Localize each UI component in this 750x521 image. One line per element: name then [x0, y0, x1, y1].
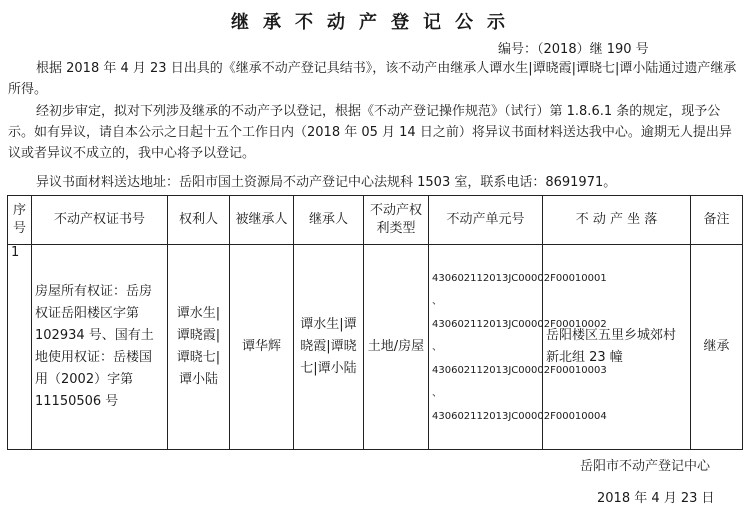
table-row — [8, 245, 743, 450]
header-heir: 继承人 — [294, 196, 364, 245]
issuing-organization: 岳阳市不动产登记中心 — [580, 459, 711, 474]
paragraph-text: 异议书面材料送达地址：岳阳市国土资源局不动产登记中心法规科 1503 室，联系电话：8691971。 — [36, 175, 617, 190]
paragraph-text: 经初步审定，拟对下列涉及继承的不动产予以登记，根据《不动产登记操作规范》（试行）第 1.8.6.1 条的规定，现予公示。如有异议，请自本公示之日起十五个工作日内（2018 年 05 月 14 日之前）将异议书面材料送达我中心。逾期无人提出异议或者异议不成立的，我中心将予以登记。 — [8, 104, 732, 161]
paragraph-review-notice — [8, 101, 744, 164]
header-remark: 备注 — [691, 196, 743, 245]
header-units: 不动产单元号 — [429, 196, 543, 245]
cell-right-type: 土地/房屋 — [364, 245, 429, 450]
cell-heir: 谭水生|谭晓霞|谭晓七|谭小陆 — [294, 245, 364, 450]
cell-decedent: 谭华辉 — [230, 245, 294, 450]
cell-location: 岳阳楼区五里乡城郊村新北组 23 幢 — [543, 245, 691, 450]
paragraph-text: 根据 2018 年 4 月 23 日出具的《继承不动产登记具结书》，该不动产由继承人谭水生|谭晓霞|谭晓七|谭小陆通过遗产继承所得。 — [8, 61, 737, 97]
paragraph-inheritance-basis — [8, 58, 744, 100]
cell-holder: 谭水生|谭晓霞|谭晓七|谭小陆 — [168, 245, 230, 450]
header-decedent: 被继承人 — [230, 196, 294, 245]
cell-seq: 1 — [8, 245, 32, 450]
cell-units: 430602112013JC00002F00010001 、430602112013JC00002F00010002 、430602112013JC00002F00010003 、430602112013JC00002F00010004 — [429, 245, 543, 450]
page-title: 继承不动产登记公示 — [231, 12, 519, 33]
table-header-row — [8, 196, 743, 245]
paragraph-objection-address — [8, 172, 744, 193]
header-holder: 权利人 — [168, 196, 230, 245]
document-number: 编号：（2018）继 190 号 — [498, 42, 649, 57]
issue-date: 2018 年 4 月 23 日 — [597, 491, 715, 506]
header-cert: 不动产权证书号 — [32, 196, 168, 245]
header-location: 不 动 产 坐 落 — [543, 196, 691, 245]
registration-table — [7, 195, 743, 450]
cell-cert: 房屋所有权证：岳房权证岳阳楼区字第 102934 号、国有土地使用权证：岳楼国用（2002）字第 11150506 号 — [32, 245, 168, 450]
header-seq: 序号 — [8, 196, 32, 245]
header-right-type: 不动产权利类型 — [364, 196, 429, 245]
cell-remark: 继承 — [691, 245, 743, 450]
